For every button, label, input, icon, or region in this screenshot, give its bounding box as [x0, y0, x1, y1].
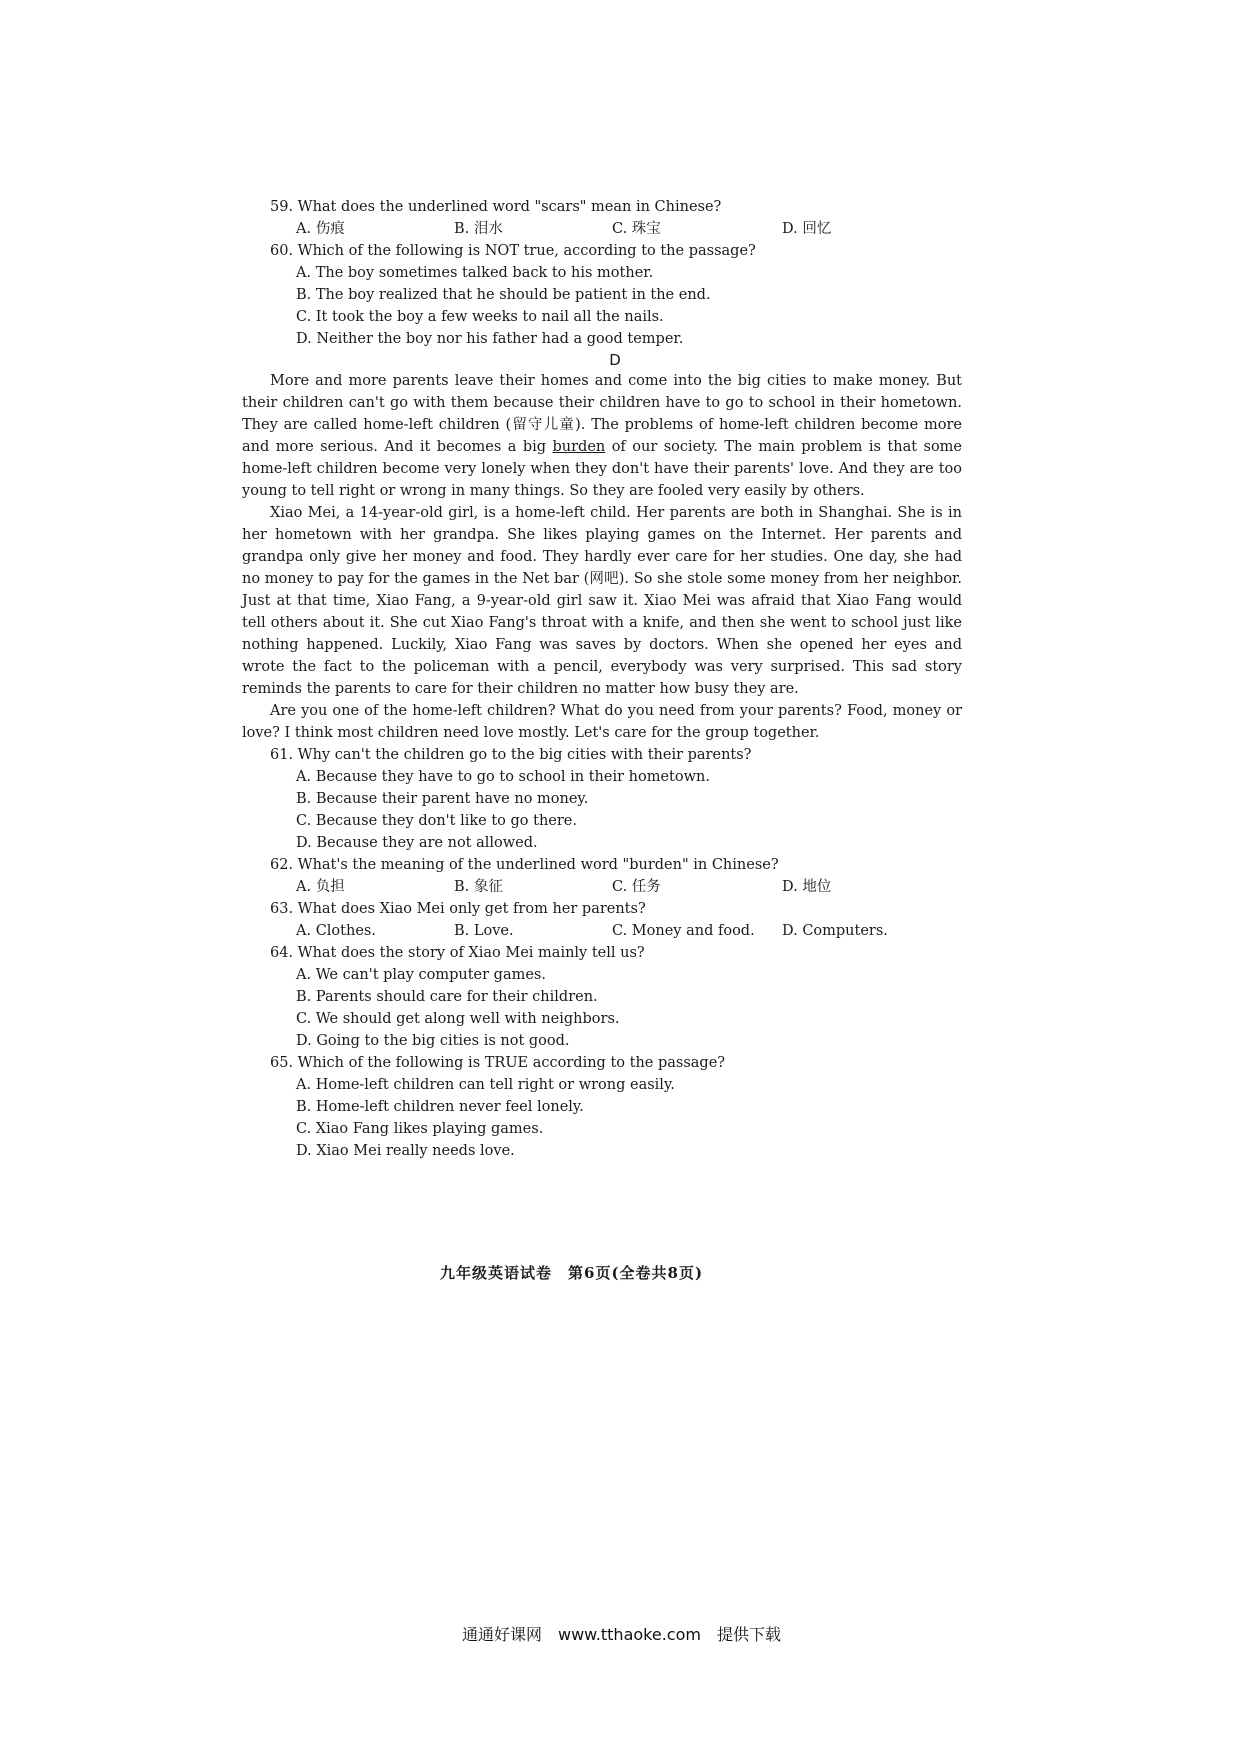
q63-option-c: C. Money and food. [612, 923, 755, 939]
q63-option-b: B. Love. [454, 923, 514, 939]
question-62-options [296, 876, 960, 898]
q65-option-a: A. Home-left children can tell right or wrong easily. [296, 1077, 675, 1093]
q65-option-b: B. Home-left children never feel lonely. [296, 1099, 584, 1115]
q64-option-b: B. Parents should care for their children. [296, 989, 598, 1005]
q59-option-c: C. 珠宝 [612, 221, 661, 237]
q63-option-d: D. Computers. [782, 923, 888, 939]
question-60: 60. Which of the following is NOT true, according to the passage? [270, 243, 756, 259]
question-61: 61. Why can't the children go to the big cities with their parents? [270, 747, 752, 763]
question-65: 65. Which of the following is TRUE according to the passage? [270, 1055, 726, 1071]
q65-option-c: C. Xiao Fang likes playing games. [296, 1121, 544, 1137]
question-63: 63. What does Xiao Mei only get from her parents? [270, 901, 646, 917]
q62-option-a: A. 负担 [296, 879, 345, 895]
question-62: 62. What's the meaning of the underlined word "burden" in Chinese? [270, 857, 779, 873]
q61-option-b: B. Because their parent have no money. [296, 791, 589, 807]
question-64: 64. What does the story of Xiao Mei mainly tell us? [270, 945, 645, 961]
q60-option-a: A. The boy sometimes talked back to his mother. [296, 265, 654, 281]
q62-option-c: C. 任务 [612, 879, 661, 895]
q59-option-b: B. 泪水 [454, 221, 503, 237]
q62-option-b: B. 象征 [454, 879, 503, 895]
question-59: 59. What does the underlined word "scars" mean in Chinese? [270, 199, 722, 215]
q64-option-d: D. Going to the big cities is not good. [296, 1033, 570, 1049]
q59-option-a: A. 伤痕 [296, 221, 345, 237]
passage-paragraph-2: Xiao Mei, a 14-year-old girl, is a home-left child. Her parents are both in Shanghai. She is in her hometown with her grandpa. She likes playing games on the Internet. Her parents and grandpa only give her money and food. They hardly ever care for her studies. One day, she had no money to pay for the games in the Net bar (网吧). So she stole some money from her neighbor. Just at that time, Xiao Fang, a 9-year-old girl saw it. Xiao Mei was afraid that Xiao Fang would tell others about it. She cut Xiao Fang's throat with a knife, and then she went to school just like nothing happened. Luckily, Xiao Fang was saves by doctors. When she opened her eyes and wrote the fact to the policeman with a pencil, everybody was very surprised. This sad story reminds the parents to care for their children no matter how busy they are. [242, 505, 962, 697]
underlined-word-burden: burden [552, 439, 606, 455]
q63-option-a: A. Clothes. [296, 923, 376, 939]
q65-option-d: D. Xiao Mei really needs love. [296, 1143, 515, 1159]
q60-option-d: D. Neither the boy nor his father had a good temper. [296, 331, 684, 347]
question-63-options [296, 920, 960, 942]
page-content [242, 196, 962, 1162]
passage-paragraph-1 [242, 370, 962, 502]
passage-p1-part-b: of our society. The main problem is that some home-left children become very lonely when they don't have their parents' love. And they are too young to tell right or wrong in many things. So they are fooled very easily by others. [242, 439, 962, 499]
passage-d [242, 370, 962, 744]
q59-option-d: D. 回忆 [782, 221, 832, 237]
q60-option-b: B. The boy realized that he should be patient in the end. [296, 287, 711, 303]
passage-paragraph-3: Are you one of the home-left children? What do you need from your parents? Food, money or love? I think most children need love mostly. Let's care for the group together. [242, 703, 962, 741]
q62-option-d: D. 地位 [782, 879, 832, 895]
q64-option-c: C. We should get along well with neighbors. [296, 1011, 620, 1027]
q61-option-a: A. Because they have to go to school in their hometown. [296, 769, 710, 785]
question-59-options [296, 218, 960, 240]
q64-option-a: A. We can't play computer games. [296, 967, 546, 983]
page-footer: 九年级英语试卷 第6页(全卷共8页) [440, 1264, 704, 1282]
q61-option-d: D. Because they are not allowed. [296, 835, 538, 851]
section-d-heading: D [609, 351, 621, 369]
passage-p1-part-a: More and more parents leave their homes and come into the big cities to make money. But their children can't go with them because their children have to go to school in their hometown. They are called home-left children (留守儿童). The problems of home-left children become more and more serious. And it becomes a big [242, 373, 962, 455]
q60-option-c: C. It took the boy a few weeks to nail all the nails. [296, 309, 664, 325]
q61-option-c: C. Because they don't like to go there. [296, 813, 577, 829]
download-watermark: 通通好课网 www.tthaoke.com 提供下载 [462, 1625, 781, 1644]
